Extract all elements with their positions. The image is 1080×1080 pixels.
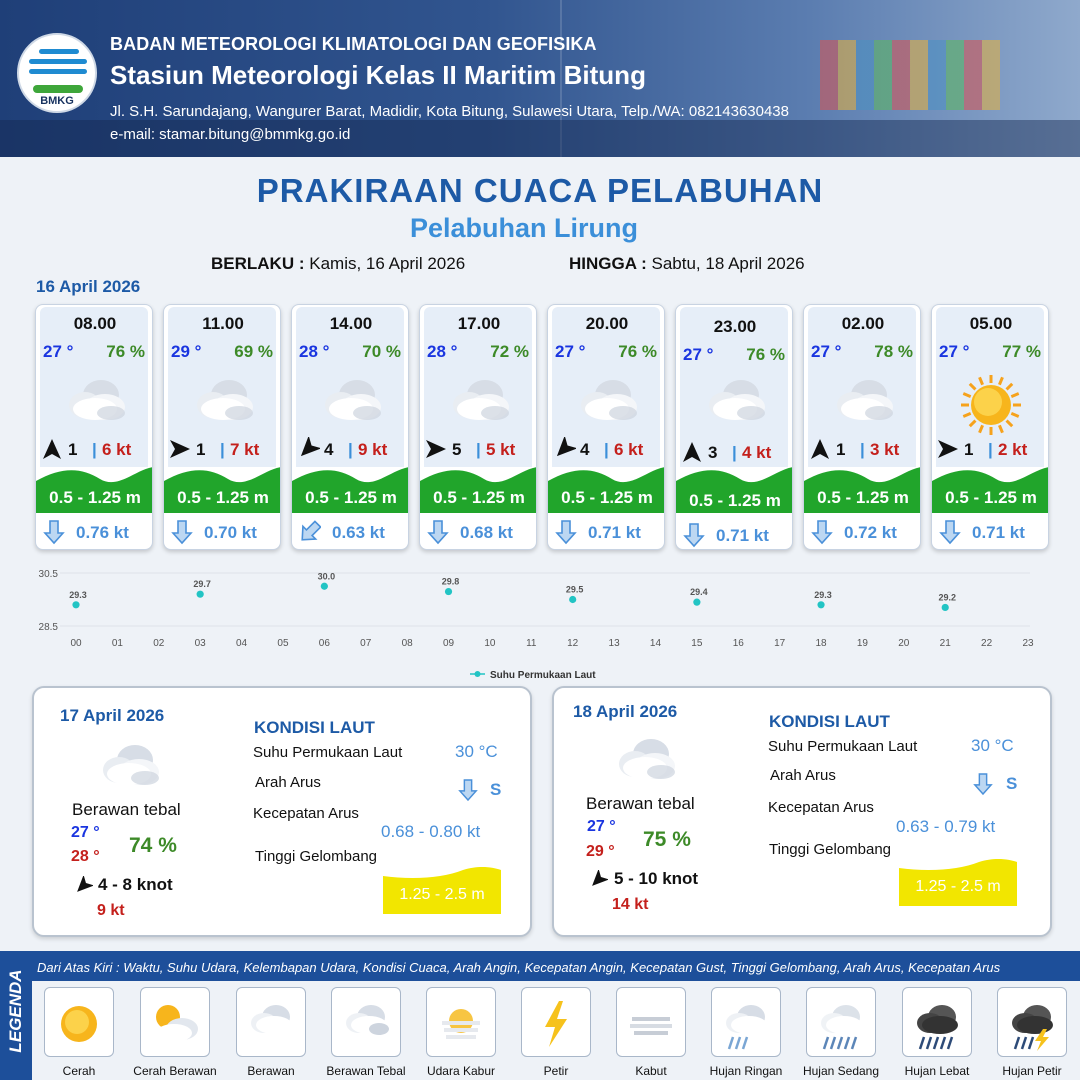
card-time: 17.00 (457, 314, 501, 333)
current-direction-icon (171, 519, 193, 545)
card-wave-height: 0.5 - 1.25 m (561, 488, 653, 507)
sst-value: 30 °C (971, 736, 1014, 755)
agency-name: BADAN METEOROLOGI KLIMATOLOGI DAN GEOFISIKA (110, 34, 597, 54)
station-email: e-mail: stamar.bitung@bmmkg.go.id (110, 126, 351, 143)
page-title: PRAKIRAAN CUACA PELABUHAN (256, 172, 824, 209)
card-humidity: 76 % (618, 342, 657, 361)
wind-direction-icon (680, 440, 704, 464)
legend-marker (475, 671, 481, 677)
wind-direction-icon (552, 437, 576, 461)
card-time: 02.00 (841, 314, 885, 333)
card-separator: | (604, 440, 609, 459)
hourly-card (163, 304, 281, 550)
legend-item-label: Hujan Ringan (709, 1064, 783, 1078)
legend-item (331, 987, 401, 1057)
card-time: 11.00 (202, 314, 244, 333)
sst-point (817, 601, 824, 608)
card-wind-speed: 3 (708, 443, 718, 462)
x-tick-label: 08 (401, 638, 413, 649)
card-wind-speed: 1 (836, 440, 846, 459)
sst-data-label: 29.8 (441, 576, 460, 587)
x-tick-label: 02 (153, 638, 165, 649)
berawan-tebal-icon (573, 375, 641, 425)
valid-from (211, 254, 465, 274)
card-gust: 5 kt (486, 440, 516, 459)
card-wave-height: 0.5 - 1.25 m (305, 488, 397, 507)
legend-item-label: Cerah (62, 1064, 96, 1078)
hourly-card (419, 304, 537, 550)
card-separator: | (732, 443, 737, 462)
current-speed-label: Kecepatan Arus (253, 805, 359, 822)
x-tick-label: 10 (484, 638, 496, 649)
current-direction-icon (939, 519, 961, 545)
card-wave-height: 0.5 - 1.25 m (433, 488, 525, 507)
sst-data-label: 29.3 (814, 589, 832, 600)
card-temperature: 27 ° (43, 342, 74, 361)
x-tick-label: 19 (856, 638, 868, 649)
valid-until (569, 254, 805, 274)
sst-data-label: 29.2 (938, 592, 956, 603)
card-current-speed: 0.76 kt (76, 523, 129, 542)
legend-item-label: Berawan (247, 1064, 295, 1078)
day-temp-min: 27 ° (587, 818, 616, 835)
sst-data-label: 29.7 (193, 579, 211, 590)
current-direction-icon (683, 522, 705, 548)
legend (0, 951, 1080, 1080)
card-wind-speed: 1 (68, 440, 78, 459)
x-tick-label: 21 (939, 638, 951, 649)
berawan-tebal-icon (610, 734, 680, 784)
sea-condition-heading: KONDISI LAUT (769, 712, 890, 731)
legend-item (902, 987, 972, 1057)
current-speed-value: 0.68 - 0.80 kt (381, 822, 481, 841)
legend-item-label: Hujan Sedang (802, 1064, 880, 1078)
station-address: Jl. S.H. Sarundajang, Wangurer Barat, Madidir, Kota Bitung, Sulawesi Utara, Telp./WA: 082143630438 (110, 103, 789, 120)
berawan-tebal-icon (701, 375, 769, 425)
card-separator: | (860, 440, 865, 459)
card-gust: 6 kt (614, 440, 644, 459)
bmkg-logo (17, 33, 97, 113)
wind-direction-icon (588, 870, 608, 890)
berawan-tebal-icon (189, 375, 257, 425)
x-tick-label: 22 (981, 638, 993, 649)
wind-direction-icon (168, 437, 192, 461)
current-direction-icon (973, 772, 993, 796)
card-humidity: 70 % (362, 342, 401, 361)
sst-chart (30, 565, 1050, 685)
day-humidity: 74 % (129, 834, 177, 857)
x-tick-label: 16 (732, 638, 744, 649)
chart-legend-label: Suhu Permukaan Laut (490, 670, 596, 681)
x-tick-label: 06 (318, 638, 330, 649)
card-current-speed: 0.71 kt (588, 523, 641, 542)
current-direction-label: Arah Arus (255, 774, 321, 791)
card-current-speed: 0.68 kt (460, 523, 513, 542)
day-gust: 14 kt (612, 896, 649, 913)
x-tick-label: 04 (236, 638, 248, 649)
valid-until-value: Sabtu, 18 April 2026 (651, 254, 805, 273)
card-gust: 6 kt (102, 440, 132, 459)
card-current-speed: 0.70 kt (204, 523, 257, 542)
day-date: 17 April 2026 (60, 706, 165, 725)
wind-direction-icon (296, 437, 320, 461)
current-direction-value: S (490, 780, 502, 799)
legend-item-label: Kabut (635, 1064, 667, 1078)
sst-value: 30 °C (455, 742, 498, 761)
sst-data-label: 30.0 (317, 571, 336, 582)
legend-item (806, 987, 876, 1057)
card-time: 08.00 (73, 314, 117, 333)
card-wind-speed: 1 (964, 440, 974, 459)
x-tick-label: 23 (1022, 638, 1034, 649)
sst-point (693, 599, 700, 606)
current-speed-value: 0.63 - 0.79 kt (896, 817, 996, 836)
legend-item (616, 987, 686, 1057)
card-time: 23.00 (713, 317, 757, 336)
hourly-card (291, 304, 409, 550)
card-time: 20.00 (585, 314, 629, 333)
x-tick-label: 12 (567, 638, 579, 649)
container-stack-graphic (820, 40, 1000, 110)
x-tick-label: 14 (649, 638, 662, 649)
day-temp-max: 29 ° (586, 843, 615, 860)
x-tick-label: 20 (898, 638, 910, 649)
card-wave-height: 0.5 - 1.25 m (177, 488, 269, 507)
x-tick-label: 07 (360, 638, 372, 649)
card-wind-speed: 4 (324, 440, 334, 459)
legend-item-label: Cerah Berawan (133, 1064, 217, 1078)
day-temp-min: 27 ° (71, 824, 100, 841)
card-humidity: 72 % (490, 342, 529, 361)
card-wave-height: 0.5 - 1.25 m (49, 488, 141, 507)
berawan-tebal-icon (61, 375, 129, 425)
card-wave-height: 0.5 - 1.25 m (945, 488, 1037, 507)
card-current-speed: 0.72 kt (844, 523, 897, 542)
hourly-card (803, 304, 921, 550)
y-tick-label: 28.5 (38, 622, 58, 633)
card-wind-speed: 4 (580, 440, 590, 459)
valid-from-label: BERLAKU : (211, 254, 305, 273)
x-tick-label: 00 (70, 638, 82, 649)
current-direction-icon (811, 519, 833, 545)
current-direction-icon (555, 519, 577, 545)
x-tick-label: 09 (442, 638, 455, 649)
sst-point (942, 604, 949, 611)
sst-point (569, 596, 576, 603)
current-direction-icon (43, 519, 65, 545)
sst-point (321, 583, 328, 590)
card-temperature: 29 ° (171, 342, 202, 361)
x-tick-label: 11 (526, 638, 537, 649)
current-speed-label: Kecepatan Arus (768, 799, 874, 816)
legend-description: Dari Atas Kiri : Waktu, Suhu Udara, Kelembapan Udara, Kondisi Cuaca, Arah Angin, Kecepatan Angin, Kecepatan Gust, Tinggi Gelombang, Arah Arus, Kecepatan Arus (37, 960, 1001, 975)
legend-item-label: Petir (543, 1064, 569, 1078)
wave-height-label: Tinggi Gelombang (255, 848, 378, 865)
card-humidity: 77 % (1002, 342, 1041, 361)
card-humidity: 76 % (106, 342, 145, 361)
x-tick-label: 17 (774, 638, 786, 649)
sst-data-label: 29.5 (565, 584, 584, 595)
card-gust: 4 kt (742, 443, 772, 462)
day-panel (552, 686, 1052, 937)
card-separator: | (348, 440, 353, 459)
day1-date: 16 April 2026 (36, 277, 141, 296)
legend-item (997, 987, 1067, 1057)
card-wind-speed: 1 (196, 440, 206, 459)
day-condition: Berawan tebal (72, 800, 181, 819)
card-separator: | (220, 440, 225, 459)
wind-direction-icon (808, 437, 832, 461)
wind-direction-icon (424, 437, 448, 461)
sst-point (445, 588, 452, 595)
legend-item (44, 987, 114, 1057)
day-condition: Berawan tebal (586, 794, 695, 813)
x-tick-label: 05 (277, 638, 289, 649)
card-temperature: 27 ° (811, 342, 842, 361)
legend-item-label: Hujan Lebat (904, 1064, 970, 1078)
sst-data-label: 29.3 (69, 589, 87, 600)
legend-item (711, 987, 781, 1057)
wind-direction-icon (936, 437, 960, 461)
header-banner (0, 0, 1080, 157)
sst-data-label: 29.4 (690, 587, 708, 598)
card-wave-height: 0.5 - 1.25 m (817, 488, 909, 507)
berawan-tebal-icon (445, 375, 513, 425)
card-gust: 7 kt (230, 440, 260, 459)
sea-condition-heading: KONDISI LAUT (254, 718, 375, 737)
legend-item (426, 987, 496, 1057)
card-time: 05.00 (969, 314, 1013, 333)
current-direction-icon (299, 519, 321, 545)
berawan-tebal-icon (829, 375, 897, 425)
valid-until-label: HINGGA : (569, 254, 647, 273)
wave-height-value: 1.25 - 2.5 m (399, 886, 485, 903)
sst-point (72, 601, 79, 608)
card-temperature: 27 ° (555, 342, 586, 361)
card-wind-speed: 5 (452, 440, 462, 459)
x-tick-label: 01 (111, 638, 123, 649)
sst-label: Suhu Permukaan Laut (768, 738, 918, 755)
card-gust: 9 kt (358, 440, 388, 459)
card-temperature: 28 ° (427, 342, 458, 361)
card-current-speed: 0.71 kt (972, 523, 1025, 542)
day-gust: 9 kt (97, 902, 125, 919)
wave-height-label: Tinggi Gelombang (769, 841, 892, 858)
card-humidity: 78 % (874, 342, 913, 361)
valid-from-value: Kamis, 16 April 2026 (309, 254, 466, 273)
hourly-card (675, 304, 793, 550)
current-direction-value: S (1006, 774, 1018, 793)
card-current-speed: 0.63 kt (332, 523, 385, 542)
berawan-tebal-icon (317, 375, 385, 425)
day-temp-max: 28 ° (71, 848, 100, 865)
legend-item (140, 987, 210, 1057)
card-wave-height: 0.5 - 1.25 m (689, 491, 781, 510)
hourly-card (35, 304, 153, 550)
day-wind-speed: 4 - 8 knot (98, 875, 173, 894)
legend-item (236, 987, 306, 1057)
card-humidity: 69 % (234, 342, 273, 361)
day-wind-speed: 5 - 10 knot (614, 869, 699, 888)
card-time: 14.00 (329, 314, 373, 333)
card-temperature: 28 ° (299, 342, 330, 361)
card-humidity: 76 % (746, 345, 785, 364)
card-temperature: 27 ° (939, 342, 970, 361)
legend-item-label: Berawan Tebal (326, 1064, 406, 1078)
wind-direction-icon (73, 876, 93, 896)
logo-text: BMKG (40, 95, 74, 107)
current-direction-icon (458, 778, 478, 802)
card-gust: 3 kt (870, 440, 900, 459)
card-separator: | (92, 440, 97, 459)
x-tick-label: 03 (194, 638, 206, 649)
wind-direction-icon (40, 437, 64, 461)
legend-item-label: Hujan Petir (1002, 1064, 1062, 1078)
card-separator: | (988, 440, 993, 459)
wave-height-value: 1.25 - 2.5 m (915, 878, 1001, 895)
card-separator: | (476, 440, 481, 459)
port-name: Pelabuhan Lirung (409, 213, 638, 243)
legend-title: LEGENDA (6, 969, 25, 1053)
y-tick-label: 30.5 (38, 569, 58, 580)
cerah-icon (957, 375, 1025, 425)
station-name: Stasiun Meteorologi Kelas II Maritim Bitung (110, 60, 646, 90)
hourly-card (547, 304, 665, 550)
current-direction-label: Arah Arus (770, 767, 836, 784)
current-direction-icon (427, 519, 449, 545)
day-humidity: 75 % (643, 828, 691, 851)
card-temperature: 27 ° (683, 345, 714, 364)
x-tick-label: 13 (608, 638, 620, 649)
x-tick-label: 15 (691, 638, 703, 649)
day-date: 18 April 2026 (573, 702, 678, 721)
card-current-speed: 0.71 kt (716, 526, 769, 545)
sst-point (197, 591, 204, 598)
hourly-card (931, 304, 1049, 550)
day-panel (32, 686, 532, 937)
sst-label: Suhu Permukaan Laut (253, 744, 403, 761)
berawan-tebal-icon (94, 740, 164, 790)
x-tick-label: 18 (815, 638, 827, 649)
legend-item-label: Udara Kabur (426, 1064, 496, 1078)
card-gust: 2 kt (998, 440, 1028, 459)
legend-item (521, 987, 591, 1057)
